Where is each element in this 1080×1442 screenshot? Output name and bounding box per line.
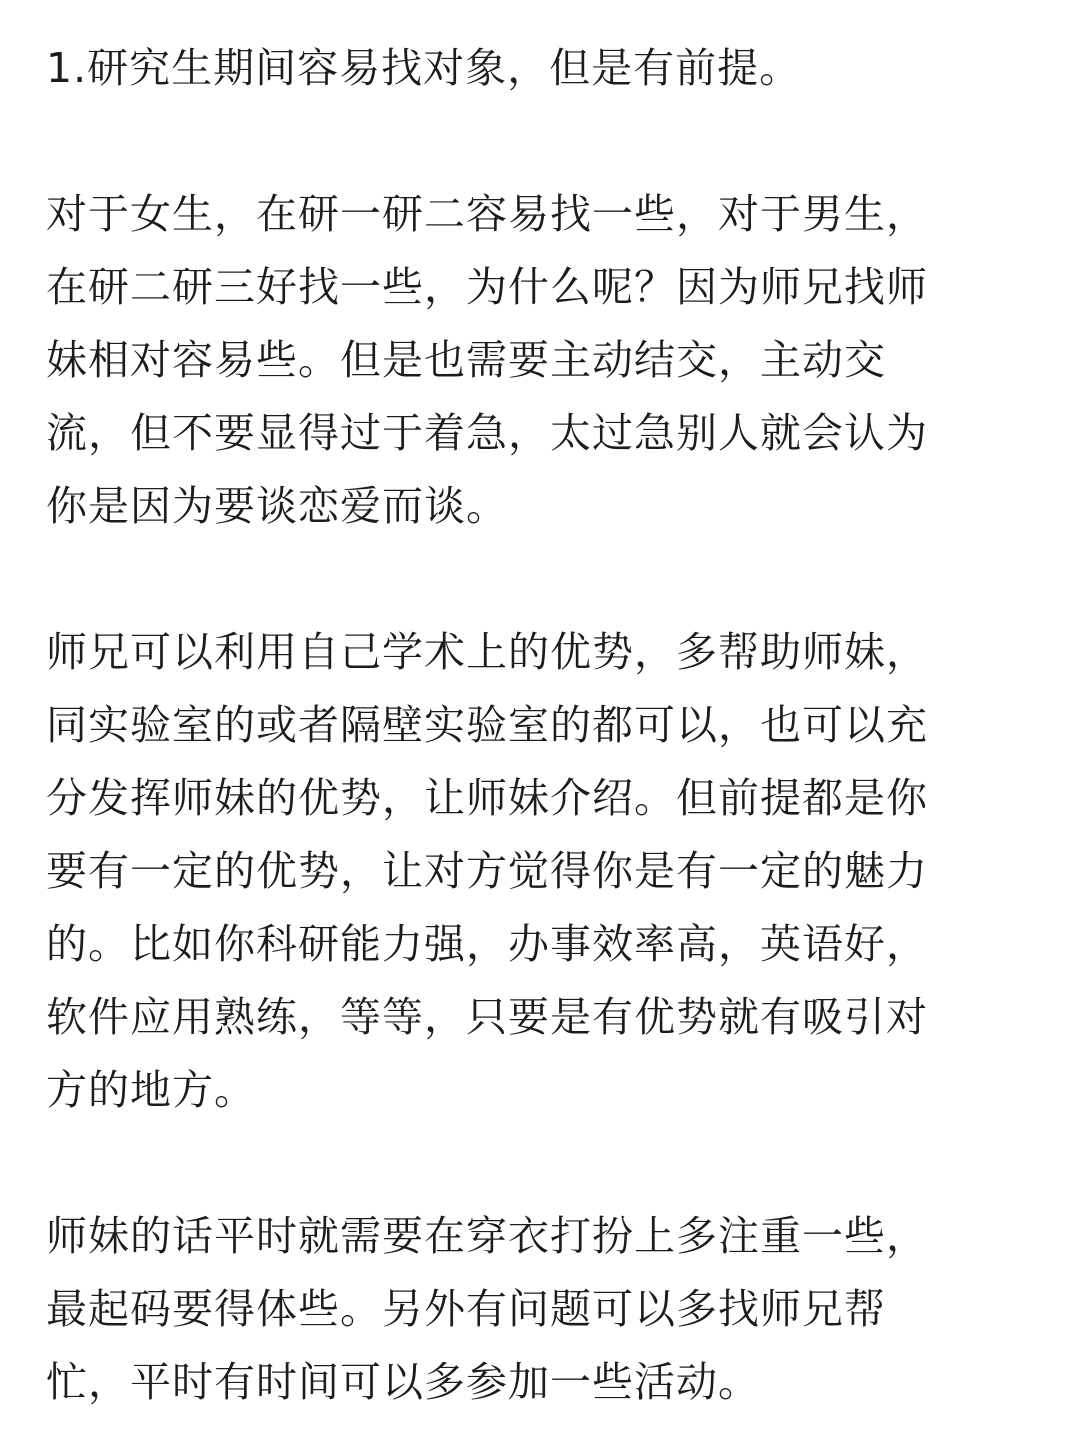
paragraph-1: 对于女生，在研一研二容易找一些，对于男生， 在研二研三好找一些，为什么呢？因为师兄找师 妹相对容易些。但是也需要主动结交，主动交 流，但不要显得过于着急，太过急别人就会认为 你是因为要谈恋爱而谈。 [46,190,928,530]
paragraph-spacer [46,1127,1032,1200]
paragraph-3: 师妹的话平时就需要在穿衣打扮上多注重一些， 最起码要得体些。另外有问题可以多找师兄帮 忙，平时有时间可以多参加一些活动。 [46,1212,928,1406]
paragraph-2: 师兄可以利用自己学术上的优势，多帮助师妹， 同实验室的或者隔壁实验室的都可以，也可以充 分发挥师妹的优势，让师妹介绍。但前提都是你 要有一定的优势，让对方觉得你是有一定的魅力 的。比如你科研能力强，办事效率高，英语好， 软件应用熟练，等等，只要是有优势就有吸引对 方的地方。 [46,628,928,1114]
paragraph-heading: 1.研究生期间容易找对象，但是有前提。 [46,44,802,92]
paragraph-spacer [46,543,1032,616]
paragraph-spacer [46,105,1032,178]
